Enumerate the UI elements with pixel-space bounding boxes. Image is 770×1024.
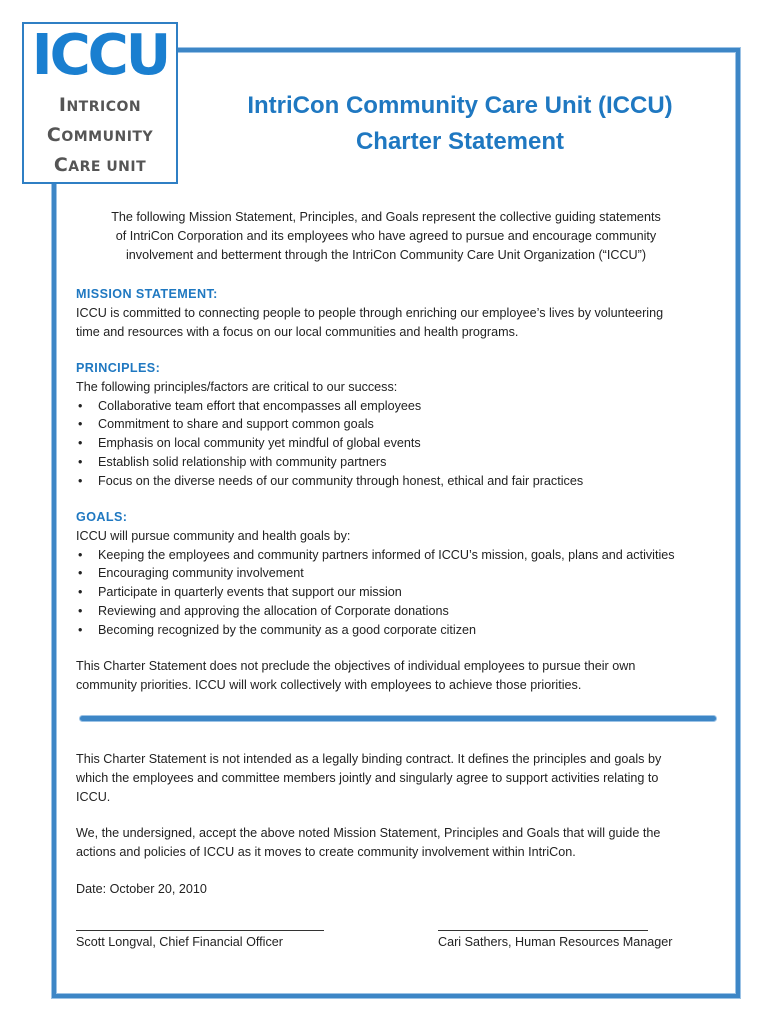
principles-lead: The following principles/factors are critical to our success: [76,379,398,394]
logo-line-care-unit: CARE UNIT [53,154,147,176]
principle-item: • Collaborative team effort that encompasses all employees [76,397,736,416]
signature-line-left [76,930,324,931]
mission-heading: MISSION STATEMENT: [76,287,218,301]
goal-item: • Keeping the employees and community partners informed of ICCU’s mission, goals, plans and activities [76,546,736,565]
date-line: Date: October 20, 2010 [76,882,207,896]
title-line-2: Charter Statement [355,128,565,155]
goals-section [76,508,736,640]
intro-line: involvement and betterment through the IntriCon Community Care Unit Organization (“ICCU”) [125,247,647,262]
title-line-1: IntriCon Community Care Unit (ICCU) [247,92,673,119]
goal-item: • Reviewing and approving the allocation of Corporate donations [76,602,736,621]
goals-heading: GOALS: [76,510,128,524]
legal-line: which the employees and committee members jointly and singularly agree to support activities relating to [76,770,659,785]
acceptance-paragraph [76,824,736,862]
document-title [190,88,730,160]
legal-paragraph [76,750,736,806]
mission-section [76,285,736,341]
intro-line: of IntriCon Corporation and its employees who have agreed to pursue and encourage community [115,228,657,243]
closing-line: This Charter Statement does not preclude the objectives of individual employees to pursue their own [76,659,636,673]
closing-line: community priorities. ICCU will work collectively with employees to achieve those priorities. [76,677,582,692]
logo-line-intricon: INTRICON [58,94,142,116]
logo-acronym: ICCU [31,23,169,88]
signature-line-right [438,930,648,931]
goal-item: • Participate in quarterly events that support our mission [76,583,736,602]
iccu-logo [22,22,178,184]
closing-paragraph [76,657,736,695]
acceptance-line: actions and policies of ICCU as it moves to create community involvement within IntriCon. [76,844,576,859]
goal-item: • Becoming recognized by the community as a good corporate citizen [76,621,736,640]
intro-line: The following Mission Statement, Principles, and Goals represent the collective guiding statements [111,210,661,224]
logo-line-community: COMMUNITY [46,124,154,146]
section-divider [80,716,716,721]
mission-line: time and resources with a focus on our local communities and health programs. [76,324,519,339]
principle-item: • Emphasis on local community yet mindful of global events [76,434,736,453]
signatory-left: Scott Longval, Chief Financial Officer [76,935,283,949]
principles-section [76,359,736,491]
principles-heading: PRINCIPLES: [76,361,161,375]
goal-item: • Encouraging community involvement [76,564,736,583]
principle-item: • Focus on the diverse needs of our community through honest, ethical and fair practices [76,472,736,491]
acceptance-line: We, the undersigned, accept the above noted Mission Statement, Principles and Goals that will guide the [76,826,661,840]
legal-line: This Charter Statement is not intended as a legally binding contract. It defines the principles and goals by [76,752,662,766]
principle-item: • Commitment to share and support common goals [76,415,736,434]
goals-lead: ICCU will pursue community and health goals by: [76,528,351,543]
signatory-right: Cari Sathers, Human Resources Manager [438,935,673,949]
intro-paragraph [76,208,696,264]
principle-item: • Establish solid relationship with community partners [76,453,736,472]
legal-line: ICCU. [76,789,111,804]
mission-line: ICCU is committed to connecting people to people through enriching our employee’s lives by volunteering [76,305,664,320]
